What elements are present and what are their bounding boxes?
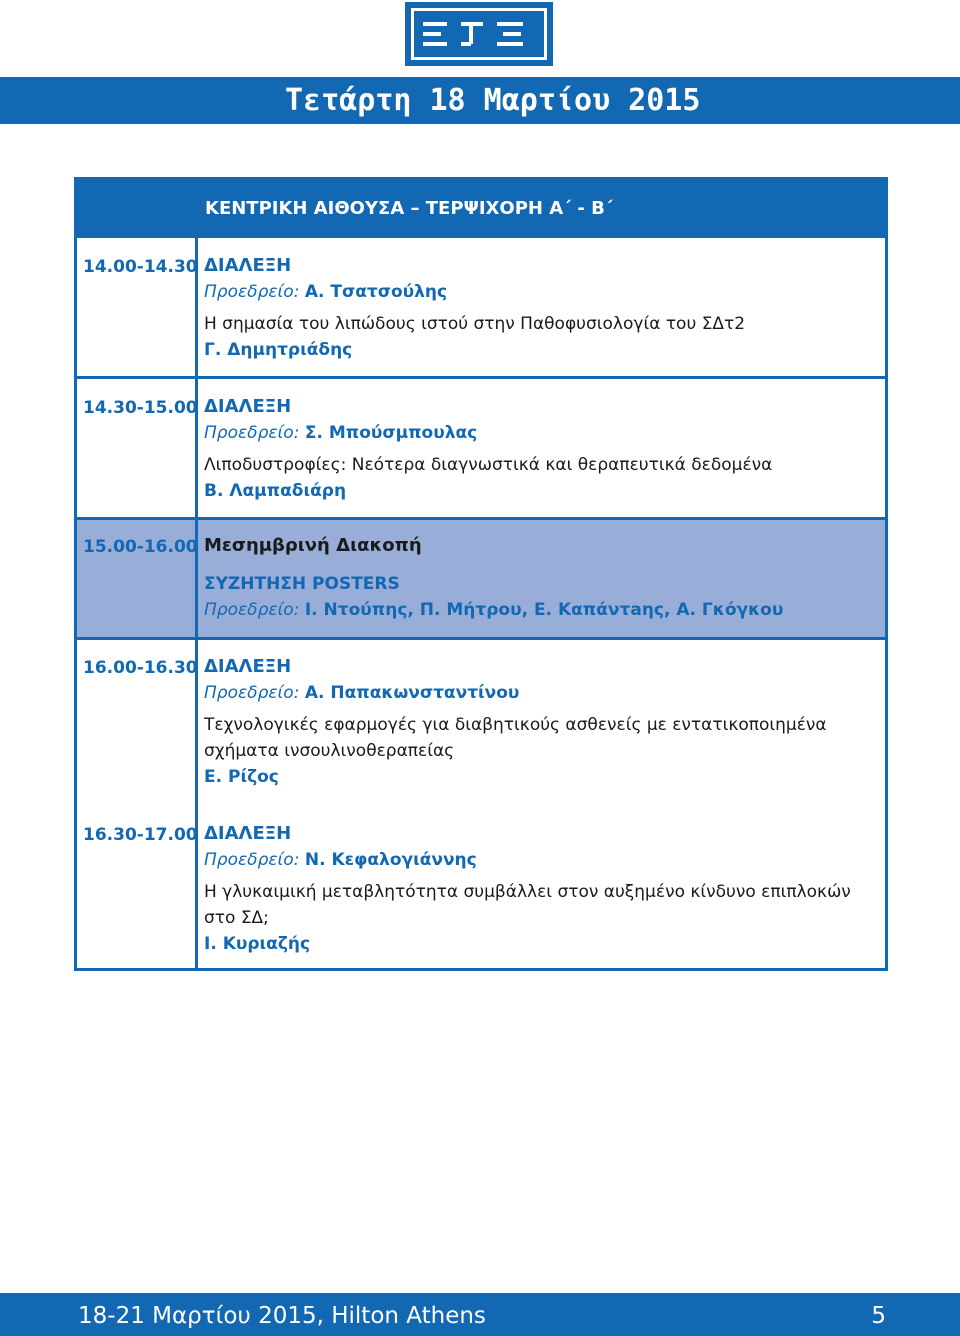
speaker-name: Ε. Ρίζος — [204, 767, 279, 787]
page-footer — [0, 1293, 960, 1336]
chair-line — [204, 847, 877, 873]
talk-title: Λιποδυστροφίες: Νεότερα διαγνωστικά και θεραπευτικά δεδομένα — [204, 455, 773, 475]
session-type: ΔΙΑΛΕΞΗ — [204, 656, 292, 677]
talk-title: Η γλυκαιμική μεταβλητότητα συμβάλλει στον αυξημένο κίνδυνο επιπλοκών στο ΣΔ; — [204, 882, 851, 928]
chair-line — [204, 420, 877, 446]
session-time: 16.00-16.30 — [83, 658, 198, 678]
chair-line — [204, 279, 877, 305]
chair-name: Ν. Κεφαλογιάννης — [304, 850, 477, 870]
session-type: ΔΙΑΛΕΞΗ — [204, 823, 292, 844]
conference-logo-icon — [417, 16, 541, 52]
hall-title: ΚΕΝΤΡΙΚΗ ΑΙΘΟΥΣΑ – ΤΕΡΨΙΧΟΡΗ Α΄ - Β΄ — [205, 198, 613, 219]
session-time: 14.00-14.30 — [83, 257, 198, 277]
session-type: ΔΙΑΛΕΞΗ — [204, 255, 292, 276]
row-divider — [77, 517, 885, 520]
page-title: Τετάρτη 18 Μαρτίου 2015 — [285, 83, 701, 118]
speaker-name: Γ. Δημητριάδης — [204, 340, 353, 360]
chair-label: Προεδρείο: — [204, 282, 300, 302]
speaker-name: Β. Λαμπαδιάρη — [204, 481, 347, 501]
talk-title: Η σημασία του λιπώδους ιστού στην Παθοφυσιολογία του ΣΔτ2 — [204, 314, 746, 334]
chair-line — [204, 680, 877, 706]
chair-name: Σ. Μπούσμπουλας — [304, 423, 478, 443]
session-time: 15.00-16.00 — [83, 537, 198, 557]
column-divider — [195, 180, 198, 968]
row-divider — [77, 637, 885, 640]
chair-name: Α. Τσατσούλης — [304, 282, 448, 302]
chair-label: Προεδρείο: — [204, 683, 300, 703]
session — [204, 394, 877, 504]
talk-title: Τεχνολογικές εφαρμογές για διαβητικούς ασθενείς με εντατικοποιημένα σχήματα ινσουλινοθεραπείας — [204, 715, 827, 761]
chair-label: Προεδρείο: — [204, 850, 300, 870]
break-title: Μεσημβρινή Διακοπή — [204, 535, 422, 556]
page-number: 5 — [871, 1303, 886, 1329]
chair-label: Προεδρείο: — [204, 423, 300, 443]
program-table — [74, 177, 888, 971]
session — [204, 253, 877, 363]
chair-name: Α. Παπακωνσταντίνου — [304, 683, 520, 703]
row-divider — [77, 376, 885, 379]
break-session — [204, 533, 877, 623]
footer-event: 18-21 Μαρτίου 2015, Hilton Athens — [78, 1303, 486, 1329]
session-time: 14.30-15.00 — [83, 398, 198, 418]
day-title-bar — [0, 77, 960, 124]
hall-header — [77, 180, 885, 238]
session-type: ΔΙΑΛΕΞΗ — [204, 396, 292, 417]
session-time: 16.30-17.00 — [83, 825, 198, 845]
session — [204, 821, 877, 957]
session — [204, 654, 877, 790]
chair-line — [204, 597, 877, 623]
speaker-name: Ι. Κυριαζής — [204, 934, 311, 954]
chair-name: Ι. Ντούπης, Π. Μήτρου, Ε. Καπάντaης, Α. Γκόγκου — [304, 600, 784, 620]
poster-session-title: ΣΥΖΗΤΗΣΗ POSTERS — [204, 574, 400, 594]
conference-logo — [405, 2, 553, 66]
chair-label: Προεδρείο: — [204, 600, 300, 620]
